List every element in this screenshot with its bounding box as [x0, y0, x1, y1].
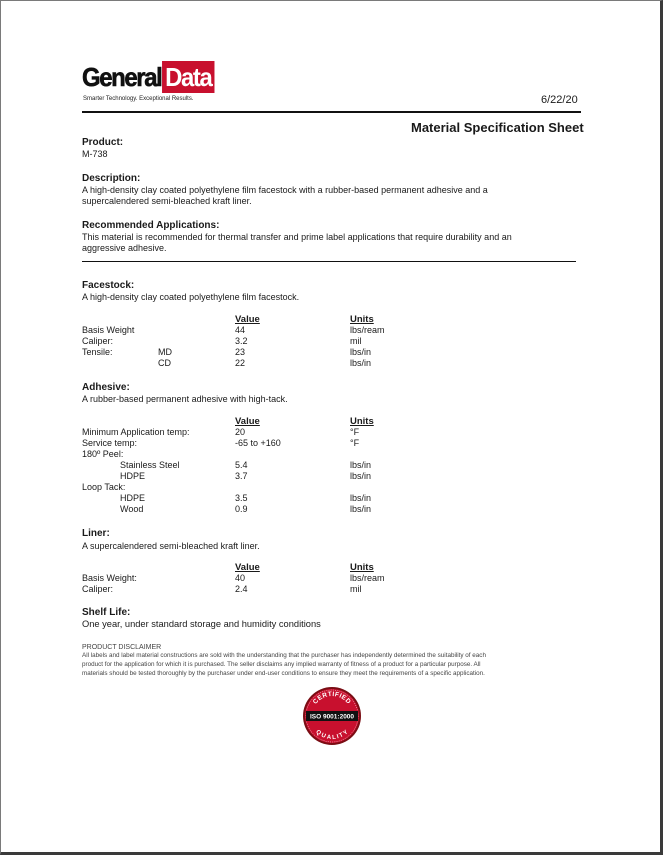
adhesive-value-header: Value	[235, 416, 260, 427]
liner-row-label: Caliper:	[82, 584, 114, 594]
disclaimer-line-2: product for the application for which it is purchased. The seller disclaims any implied warranty of fitness of a product for a particular purpose. All	[82, 661, 481, 668]
facestock-row-units: lbs/in	[350, 347, 372, 357]
seal-bottom-text: QUALITY	[314, 729, 350, 742]
facestock-row-value: 3.2	[235, 336, 248, 346]
facestock-row-units: mil	[350, 336, 362, 346]
facestock-row-label: Caliper:	[82, 336, 114, 346]
adhesive-row-sub: Stainless Steel	[120, 460, 180, 470]
adhesive-row-units: °F	[350, 438, 360, 448]
disclaimer-heading: PRODUCT DISCLAIMER	[82, 644, 162, 651]
facestock-row-sub: MD	[158, 347, 172, 357]
liner-row-units: mil	[350, 584, 362, 594]
facestock-value-header: Value	[235, 314, 260, 325]
seal-center-text: ISO 9001:2000	[309, 713, 355, 721]
adhesive-description: A rubber-based permanent adhesive with high-tack.	[82, 394, 288, 404]
liner-row-value: 40	[235, 573, 246, 583]
document-date: 6/22/20	[541, 94, 578, 106]
liner-heading: Liner:	[82, 528, 110, 539]
adhesive-row-units: lbs/in	[350, 504, 372, 514]
facestock-row-value: 44	[235, 325, 246, 335]
facestock-row-value: 22	[235, 358, 246, 368]
seal-top-text: CERTIFIED	[311, 690, 353, 706]
adhesive-row-value: -65 to +160	[235, 438, 281, 448]
liner-value-header: Value	[235, 562, 260, 573]
company-logo	[82, 61, 214, 93]
facestock-row-label: Basis Weight	[82, 325, 135, 335]
adhesive-heading: Adhesive:	[82, 382, 130, 393]
shelf-life-heading: Shelf Life:	[82, 607, 131, 618]
adhesive-row-label: Service temp:	[82, 438, 138, 448]
adhesive-row-units: lbs/in	[350, 460, 372, 470]
liner-row-units: lbs/ream	[350, 573, 385, 583]
recommended-line-2: aggressive adhesive.	[82, 243, 167, 253]
logo-word-data: Data	[162, 61, 214, 93]
description-line-2: supercalendered semi-bleached kraft liner.	[82, 196, 252, 206]
iso-certified-seal-icon	[302, 686, 362, 746]
adhesive-row-label: 180º Peel:	[82, 449, 124, 459]
recommended-heading: Recommended Applications:	[82, 220, 220, 231]
adhesive-row-units: lbs/in	[350, 493, 372, 503]
adhesive-row-value: 5.4	[235, 460, 248, 470]
adhesive-row-units: °F	[350, 427, 360, 437]
liner-row-value: 2.4	[235, 584, 248, 594]
description-heading: Description:	[82, 173, 141, 184]
adhesive-row-value: 20	[235, 427, 246, 437]
disclaimer-line-3: materials should be tested thoroughly by the purchaser under end-user conditions to ensure they meet the requirements of a specific application.	[82, 670, 485, 677]
facestock-units-header: Units	[350, 314, 374, 325]
adhesive-row-value: 3.7	[235, 471, 248, 481]
liner-row-label: Basis Weight:	[82, 573, 137, 583]
liner-units-header: Units	[350, 562, 374, 573]
facestock-row-label: Tensile:	[82, 347, 113, 357]
liner-description: A supercalendered semi-bleached kraft liner.	[82, 541, 260, 551]
adhesive-row-label: Loop Tack:	[82, 482, 126, 492]
disclaimer-line-1: All labels and label material constructions are sold with the understanding that the purchaser has independently determined the suitability of each	[82, 652, 486, 659]
adhesive-row-sub: HDPE	[120, 471, 146, 481]
shelf-life-value: One year, under standard storage and humidity conditions	[82, 619, 321, 629]
product-value: M-738	[82, 149, 108, 159]
adhesive-row-value: 3.5	[235, 493, 248, 503]
adhesive-units-header: Units	[350, 416, 374, 427]
section-divider	[82, 261, 576, 262]
facestock-heading: Facestock:	[82, 280, 135, 291]
facestock-row-sub: CD	[158, 358, 171, 368]
adhesive-row-units: lbs/in	[350, 471, 372, 481]
header-divider	[82, 111, 581, 113]
adhesive-row-sub: Wood	[120, 504, 144, 514]
logo-tagline: Smarter Technology. Exceptional Results.	[83, 96, 194, 102]
adhesive-row-sub: HDPE	[120, 493, 146, 503]
logo-word-general: General	[82, 62, 162, 92]
recommended-line-1: This material is recommended for thermal transfer and prime label applications that require durability and an	[82, 232, 512, 242]
description-line-1: A high-density clay coated polyethylene film facestock with a rubber-based permanent adhesive and a	[82, 185, 488, 195]
product-heading: Product:	[82, 137, 124, 148]
adhesive-row-value: 0.9	[235, 504, 248, 514]
facestock-row-units: lbs/in	[350, 358, 372, 368]
facestock-description: A high-density clay coated polyethylene film facestock.	[82, 292, 300, 302]
adhesive-row-label: Minimum Application temp:	[82, 427, 190, 437]
facestock-row-units: lbs/ream	[350, 325, 385, 335]
sheet-title: Material Specification Sheet	[411, 120, 584, 135]
facestock-row-value: 23	[235, 347, 246, 357]
